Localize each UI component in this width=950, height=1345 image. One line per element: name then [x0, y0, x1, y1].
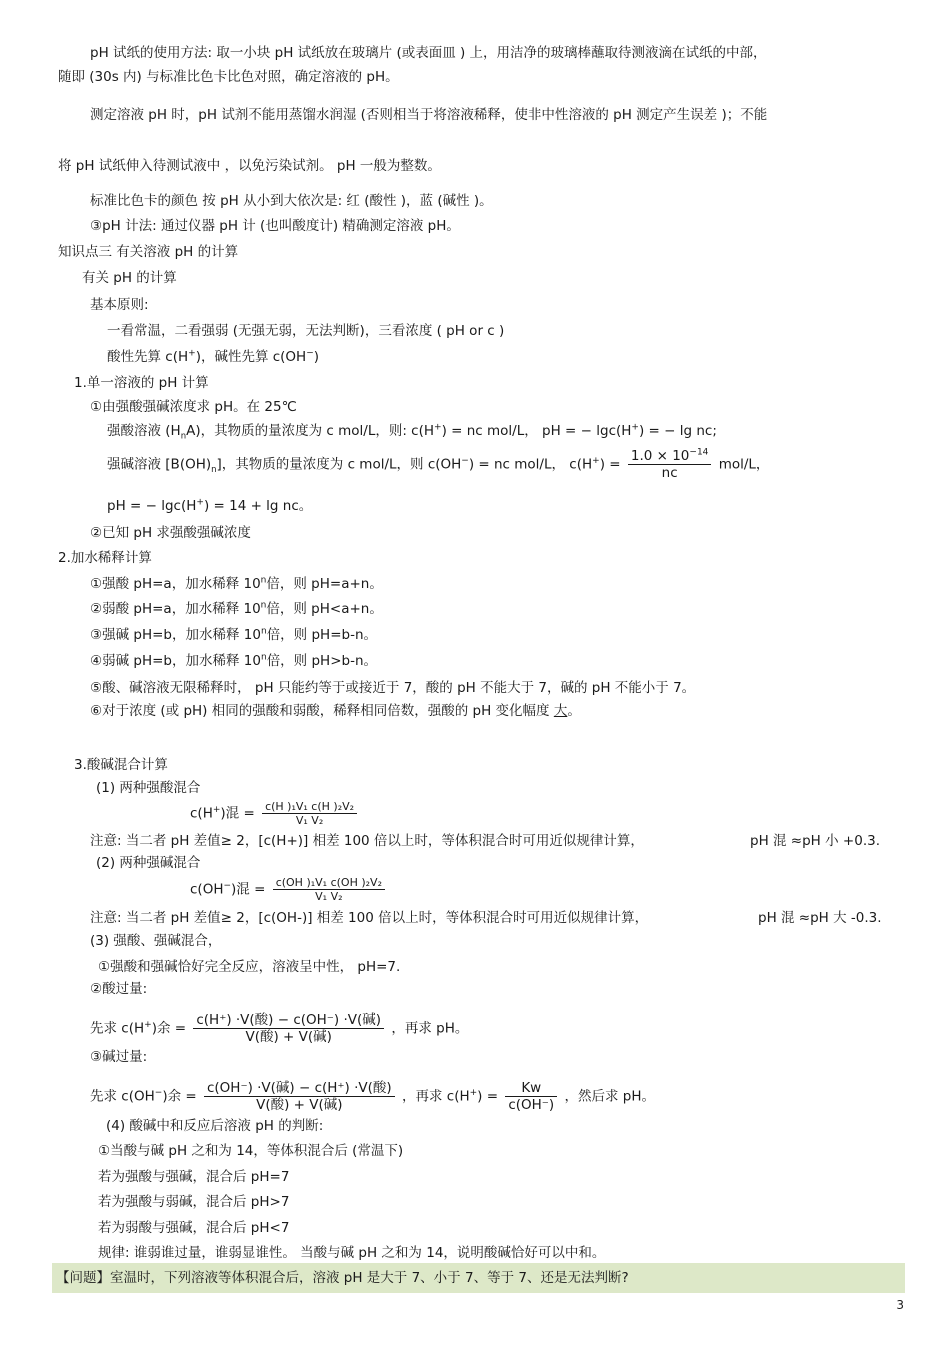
text-line: 规律: 谁弱谁过量，谁弱显谁性。 当酸与碱 pH 之和为 14，说明酸碱恰好可以中和。 — [98, 1245, 606, 1261]
subheading: 3.酸碱混合计算 — [74, 757, 168, 773]
note-result: pH 混 ≈pH 大 -0.3. — [758, 910, 882, 926]
text-line: 若为强酸与强碱，混合后 pH=7 — [98, 1169, 290, 1185]
text-line: ③碱过量: — [90, 1049, 148, 1065]
text-line: ③强碱 pH=b，加水稀释 10$^n$倍，则 pH=b-n。 — [90, 626, 378, 643]
kw-ratio-fraction: $\frac{Kw}{c(OH^-)}$ — [505, 1080, 557, 1113]
text-line: (4) 酸碱中和反应后溶液 pH 的判断: — [106, 1118, 324, 1134]
formula-line: 先求 c(OH−)余 = $\frac{\text{c(OH⁻) ·V(碱) − c(H⁺) ·V(酸)}}{\text{V(酸) + V(碱)}}$ ，再求 c(H+) = $\frac{Kw}{c(OH^-)}$ ，然后求 pH。 — [90, 1080, 656, 1113]
text-line: ④弱碱 pH=b，加水稀释 10$^n$倍，则 pH>b-n。 — [90, 652, 378, 669]
subheading: 1.单一溶液的 pH 计算 — [74, 375, 209, 391]
text-line: ①当酸与碱 pH 之和为 14，等体积混合后 (常温下) — [98, 1143, 404, 1159]
formula-line: 强酸溶液 $(H_nA)$，其物质的量浓度为 c mol/L，则: c(H+) = nc mol/L， pH = − lgc(H+) = − lg nc; — [107, 422, 717, 442]
text-line: ⑤酸、碱溶液无限稀释时， pH 只能约等于或接近于 7，酸的 pH 不能大于 7，碱的 pH 不能小于 7。 — [90, 680, 696, 696]
text-line: 测定溶液 pH 时，pH 试剂不能用蒸馏水润湿 (否则相当于将溶液稀释，使非中性溶液的 pH 测定产生误差 )；不能 — [90, 107, 768, 123]
formula-line: 先求 c(H+)余 = $\frac{\text{c(H⁺) ·V(酸) − c(OH⁻) ·V(碱)}}{\text{V(酸) + V(碱)}}$ ，再求 pH。 — [90, 1012, 469, 1045]
text-line: ②已知 pH 求强酸强碱浓度 — [90, 525, 251, 541]
text-line: ②弱酸 pH=a，加水稀释 10$^n$倍，则 pH<a+n。 — [90, 600, 383, 617]
answer-underline: 大 — [553, 703, 568, 719]
section-heading: 知识点三 有关溶液 pH 的计算 — [58, 244, 239, 260]
text-line: ①强酸 pH=a，加水稀释 10$^n$倍，则 pH=a+n。 — [90, 575, 383, 592]
text-line: pH 试纸的使用方法: 取一小块 pH 试纸放在玻璃片 (或表面皿 ) 上，用洁净的玻璃棒蘸取待测液滴在试纸的中部， — [90, 45, 767, 61]
text-line: (2) 两种强碱混合 — [96, 855, 201, 871]
kw-fraction: $\frac{1.0 \times 10^{-14}}{nc}$ — [628, 448, 712, 481]
text-line: 一看常温，二看强弱 (无强无弱，无法判断)，三看浓度 ( pH or c ) — [107, 323, 505, 339]
text-line: 若为弱酸与强碱，混合后 pH<7 — [98, 1220, 290, 1236]
acid-mix-fraction: $\frac{\text{c(H )₁V₁ c(H )₂V₂}}{\text{V₁ V₂}}$ — [262, 800, 357, 827]
text-line: ③pH 计法: 通过仪器 pH 计 (也叫酸度计) 精确测定溶液 pH。 — [90, 218, 460, 234]
formula-line: pH = − lgc(H+) = 14 + lg nc。 — [107, 497, 313, 514]
subheading: 有关 pH 的计算 — [82, 270, 177, 286]
base-excess-fraction: $\frac{\text{c(OH⁻) ·V(碱) − c(H⁺) ·V(酸)}}{\text{V(酸) + V(碱)}}$ — [204, 1080, 395, 1113]
formula-line: 强碱溶液 $[B(OH)_n]$，其物质的量浓度为 c mol/L，则 c(OH−) = nc mol/L， c(H+) = $\frac{1.0 \times 10^{-14}}{nc}$ mol/L， — [107, 447, 770, 481]
text-line: 将 pH 试纸伸入待测试液中 ，以免污染试剂。 pH 一般为整数。 — [58, 158, 441, 174]
base-mix-fraction: $\frac{\text{c(OH )₁V₁ c(OH )₂V₂}}{\text{V₁ V₂}}$ — [273, 876, 385, 903]
text-line: (3) 强酸、强碱混合， — [90, 933, 222, 949]
text-line: ①由强酸强碱浓度求 pH。在 25℃ — [90, 399, 297, 415]
note-line: 注意: 当二者 pH 差值≥ 2，[c(OH-)] 相差 100 倍以上时，等体积混合时可用近似规律计算， — [90, 910, 649, 926]
text-line: ②酸过量: — [90, 981, 148, 997]
formula-line: c(OH−)混 = $\frac{\text{c(OH )₁V₁ c(OH )₂V₂}}{\text{V₁ V₂}}$ — [190, 876, 388, 903]
subheading: 2.加水稀释计算 — [58, 550, 152, 566]
text-line: 标准比色卡的颜色 按 pH 从小到大依次是: 红 (酸性 )，蓝 (碱性 )。 — [90, 193, 493, 209]
text-line: (1) 两种强酸混合 — [96, 780, 201, 796]
acid-excess-fraction: $\frac{\text{c(H⁺) ·V(酸) − c(OH⁻) ·V(碱)}}{\text{V(酸) + V(碱)}}$ — [193, 1012, 384, 1045]
text-line: ①强酸和强碱恰好完全反应，溶液呈中性， pH=7. — [98, 959, 401, 975]
question-line: 【问题】室温时，下列溶液等体积混合后，溶液 pH 是大于 7、小于 7、等于 7、还是无法判断? — [56, 1270, 629, 1286]
formula-line: c(H+)混 = $\frac{\text{c(H )₁V₁ c(H )₂V₂}}{\text{V₁ V₂}}$ — [190, 800, 360, 827]
text-line: 随即 (30s 内) 与标准比色卡比色对照，确定溶液的 pH。 — [58, 69, 399, 85]
text-line: 若为强酸与弱碱，混合后 pH>7 — [98, 1194, 290, 1210]
note-result: pH 混 ≈pH 小 +0.3. — [750, 833, 880, 849]
text-line: 基本原则: — [90, 297, 149, 313]
text-line: 酸性先算 c(H+)，碱性先算 c(OH−) — [107, 348, 320, 365]
note-line: 注意: 当二者 pH 差值≥ 2，[c(H+)] 相差 100 倍以上时，等体积混合时可用近似规律计算， — [90, 833, 644, 849]
page-number: 3 — [896, 1298, 904, 1312]
text-line: ⑥对于浓度 (或 pH) 相同的强酸和弱酸，稀释相同倍数，强酸的 pH 变化幅度 大。 — [90, 703, 581, 719]
